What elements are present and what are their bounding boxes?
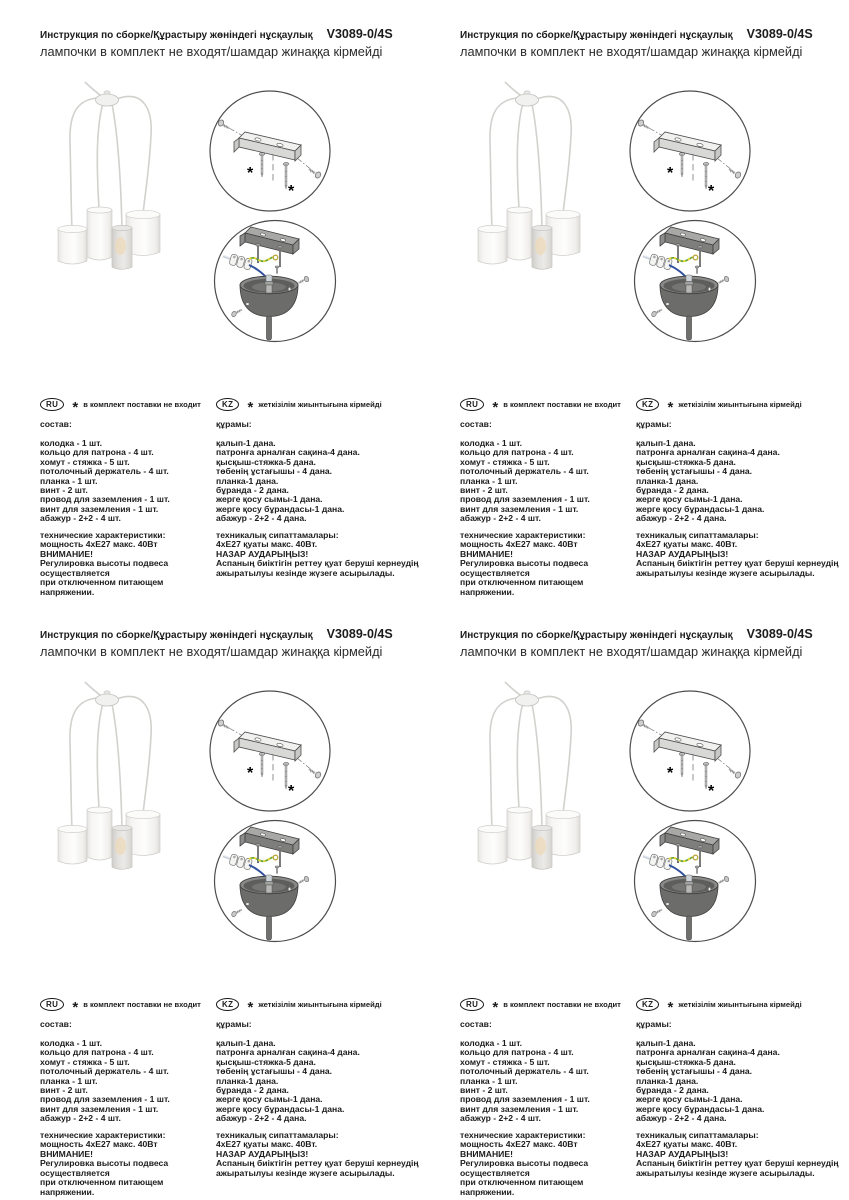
part-item: қысқыш-стяжка-5 дана. (216, 456, 316, 467)
bulbs-not-included-note: лампочки в комплект не входят/шамдар жинаққа кірмейді (460, 44, 803, 59)
canopy-wiring-detail-illustration (633, 219, 757, 343)
parts-list-title-kz: құрамы: (636, 419, 672, 429)
model-number: V3089-0/4S (326, 27, 393, 41)
kz-lang-row (216, 397, 426, 416)
panel-header (40, 627, 428, 659)
asterisk-icon: * (247, 998, 254, 1016)
not-included-note-kz: жеткізілім жиынтығына кірмейді (678, 400, 802, 409)
ru-lang-row (460, 397, 634, 416)
part-item: провод для заземления - 1 шт. (40, 1094, 170, 1105)
part-item: кольцо для патрона - 4 шт. (460, 1047, 574, 1058)
lamp-shade-left (58, 225, 87, 264)
not-included-note-ru: в комплект поставки не входит (83, 1000, 201, 1009)
canopy-wiring-detail-illustration (213, 219, 337, 343)
part-item: абажур - 2+2 - 4 шт. (460, 1113, 541, 1124)
part-item: бұранда - 2 дана. (216, 1085, 289, 1096)
warning-title-kz: НАЗАР АУДАРЫҢЫЗ! (636, 548, 729, 559)
part-item: төбенің ұстағышы - 4 дана. (216, 466, 333, 477)
part-item: планка - 1 шт. (40, 475, 98, 486)
part-item: жерге қосу сымы-1 дана. (216, 494, 323, 505)
part-item: жерге қосу сымы-1 дана. (636, 494, 743, 505)
part-item: жерге қосу бұрандасы-1 дана. (636, 503, 765, 514)
kz-section (216, 397, 426, 578)
lamp-shade-left (478, 225, 507, 264)
parts-list-kz (216, 439, 426, 524)
tech-title-kz: техникалық сипаттамалары: (636, 1129, 759, 1140)
part-item: абажур - 2+2 - 4 шт. (460, 513, 541, 524)
mounting-bracket-detail-illustration (209, 90, 331, 212)
panel-header (40, 27, 428, 59)
tech-title-ru: технические характеристики: (460, 529, 586, 540)
ru-lang-row (460, 997, 634, 1016)
asterisk-icon: * (667, 998, 674, 1016)
asterisk-icon: * (247, 398, 254, 416)
part-item: провод для заземления - 1 шт. (40, 494, 170, 505)
part-item: винт - 2 шт. (40, 1085, 88, 1096)
asterisk-icon: * (72, 398, 79, 416)
asterisk-icon: * (492, 398, 499, 416)
parts-list-kz (636, 439, 846, 524)
bulbs-not-included-note: лампочки в комплект не входят/шамдар жинаққа кірмейді (460, 644, 803, 659)
part-item: потолочный держатель - 4 шт. (40, 466, 169, 477)
center-hub-connector (685, 875, 693, 893)
parts-list-title-ru: состав: (40, 419, 72, 429)
tech-title-kz: техникалық сипаттамалары: (216, 1129, 339, 1140)
part-item: абажур - 2+2 - 4 шт. (40, 1113, 121, 1124)
warning-line-ru: при отключенном питающем напряжении. (40, 577, 164, 597)
asterisk-icon: * (708, 783, 715, 800)
pendant-lamp-illustration (465, 80, 655, 335)
warning-line-ru: при отключенном питающем напряжении. (40, 1177, 164, 1197)
parts-list-title-kz: құрамы: (636, 1019, 672, 1029)
warning-line-ru: при отключенном питающем напряжении. (460, 1177, 584, 1197)
asterisk-icon: * (708, 183, 715, 200)
part-item: қысқыш-стяжка-5 дана. (636, 1056, 736, 1067)
title-row (40, 27, 428, 41)
asterisk-icon: * (288, 183, 295, 200)
part-item: бұранда - 2 дана. (636, 485, 709, 496)
asterisk-icon: * (667, 398, 674, 416)
warning-title-ru: ВНИМАНИЕ! (460, 1148, 513, 1159)
warning-line-ru: при отключенном питающем напряжении. (460, 577, 584, 597)
lamp-shade-back-left (87, 207, 112, 260)
warning-line-ru: Регулировка высоты подвеса осуществляется (40, 558, 169, 578)
part-item: жерге қосу сымы-1 дана. (636, 1094, 743, 1105)
part-item: колодка - 1 шт. (40, 1038, 103, 1048)
warning-line-kz: Аспаның биіктігін реттеу қуат беруші кернеудің (216, 558, 419, 569)
warning-title-ru: ВНИМАНИЕ! (460, 548, 513, 559)
pendant-lamp-illustration (45, 80, 235, 335)
part-item: патронға арналған сақина-4 дана. (216, 1047, 360, 1058)
tech-title-ru: технические характеристики: (40, 529, 166, 540)
part-item: қалып-1 дана. (636, 438, 696, 448)
lamp-shade-left (478, 825, 507, 864)
canopy-wiring-detail-illustration (213, 819, 337, 943)
tech-specs-ru (40, 1131, 214, 1198)
instruction-panel-2 (450, 25, 849, 597)
instruction-panel-3 (30, 625, 430, 1197)
parts-list-title-ru: состав: (460, 419, 492, 429)
not-included-note-ru: в комплект поставки не входит (503, 1000, 621, 1009)
warning-line-ru: Регулировка высоты подвеса осуществляется (460, 558, 589, 578)
asterisk-icon: * (492, 998, 499, 1016)
warning-title-ru: ВНИМАНИЕ! (40, 548, 93, 559)
canopy-wiring-detail-illustration (633, 819, 757, 943)
ru-section (460, 397, 634, 597)
not-included-note-kz: жеткізілім жиынтығына кірмейді (258, 400, 382, 409)
warning-line-ru: Регулировка высоты подвеса осуществляется (40, 1158, 169, 1178)
tech-title-ru: технические характеристики: (40, 1129, 166, 1140)
assembly-instruction-title: Инструкция по сборке/Құрастыру жөніндегі нұсқаулық (460, 630, 733, 641)
lamp-shade-front-lit (532, 825, 552, 869)
bulbs-not-included-note: лампочки в комплект не входят/шамдар жинаққа кірмейді (40, 644, 383, 659)
ru-section (460, 997, 634, 1197)
lamp-shade-back-left (507, 207, 532, 260)
tech-title-kz: техникалық сипаттамалары: (216, 529, 339, 540)
ru-language-badge: RU (40, 398, 64, 411)
part-item: бұранда - 2 дана. (636, 1085, 709, 1096)
kz-section (636, 997, 846, 1178)
parts-list-title-ru: состав: (40, 1019, 72, 1029)
part-item: бұранда - 2 дана. (216, 485, 289, 496)
center-hub-connector (265, 875, 273, 893)
part-item: планка - 1 шт. (40, 1075, 98, 1086)
parts-list-ru (40, 439, 214, 524)
tech-power-kz: 4хЕ27 қуаты макс. 40Вт. (636, 1139, 738, 1150)
warning-title-kz: НАЗАР АУДАРЫҢЫЗ! (636, 1148, 729, 1159)
parts-list-title-ru: состав: (460, 1019, 492, 1029)
warning-line-kz: ажыратылуы кезінде жүзеге асырылады. (636, 567, 815, 578)
tech-power-kz: 4хЕ27 қуаты макс. 40Вт. (636, 539, 738, 550)
tech-specs-kz (636, 1131, 846, 1179)
part-item: жерге қосу бұрандасы-1 дана. (216, 503, 345, 514)
tech-power-kz: 4хЕ27 қуаты макс. 40Вт. (216, 539, 318, 550)
ru-language-badge: RU (460, 998, 484, 1011)
model-number: V3089-0/4S (746, 27, 813, 41)
kz-lang-row (216, 997, 426, 1016)
pendant-lamp-illustration (465, 680, 655, 935)
lamp-shade-front-lit (112, 825, 132, 869)
warning-line-kz: ажыратылуы кезінде жүзеге асырылады. (216, 1167, 395, 1178)
mounting-bracket-detail-illustration (209, 690, 331, 812)
part-item: патронға арналған сақина-4 дана. (636, 1047, 780, 1058)
part-item: кольцо для патрона - 4 шт. (40, 447, 154, 458)
tech-specs-kz (216, 1131, 426, 1179)
asterisk-icon: * (288, 783, 295, 800)
kz-language-badge: KZ (636, 998, 659, 1011)
asterisk-icon: * (667, 165, 674, 182)
panel-header (460, 627, 848, 659)
model-number: V3089-0/4S (326, 627, 393, 641)
model-number: V3089-0/4S (746, 627, 813, 641)
ru-section (40, 397, 214, 597)
part-item: планка-1 дана. (216, 1075, 279, 1086)
warning-line-kz: Аспаның биіктігін реттеу қуат беруші кернеудің (636, 1158, 839, 1169)
part-item: колодка - 1 шт. (460, 1038, 523, 1048)
ru-language-badge: RU (40, 998, 64, 1011)
kz-language-badge: KZ (636, 398, 659, 411)
mounting-bracket-detail-illustration (629, 690, 751, 812)
tech-specs-kz (636, 531, 846, 579)
part-item: провод для заземления - 1 шт. (460, 1094, 590, 1105)
lamp-shade-back-left (507, 807, 532, 860)
tech-title-kz: техникалық сипаттамалары: (636, 529, 759, 540)
part-item: қалып-1 дана. (216, 438, 276, 448)
asterisk-icon: * (247, 165, 254, 182)
part-item: патронға арналған сақина-4 дана. (216, 447, 360, 458)
lamp-shade-front-lit (112, 225, 132, 269)
part-item: жерге қосу сымы-1 дана. (216, 1094, 323, 1105)
part-item: планка-1 дана. (636, 475, 699, 486)
warning-line-kz: Аспаның биіктігін реттеу қуат беруші кернеудің (636, 558, 839, 569)
part-item: төбенің ұстағышы - 4 дана. (636, 1066, 753, 1077)
asterisk-icon: * (667, 765, 674, 782)
part-item: қысқыш-стяжка-5 дана. (636, 456, 736, 467)
assembly-instruction-title: Инструкция по сборке/Құрастыру жөніндегі нұсқаулық (460, 30, 733, 41)
parts-list-kz (636, 1039, 846, 1124)
part-item: колодка - 1 шт. (40, 438, 103, 448)
part-item: винт - 2 шт. (460, 485, 508, 496)
part-item: планка - 1 шт. (460, 1075, 518, 1086)
part-item: қалып-1 дана. (216, 1038, 276, 1048)
kz-language-badge: KZ (216, 998, 239, 1011)
parts-list-kz (216, 1039, 426, 1124)
part-item: планка-1 дана. (636, 1075, 699, 1086)
instruction-panel-4 (450, 625, 849, 1197)
not-included-note-ru: в комплект поставки не входит (83, 400, 201, 409)
tech-power-ru: мощность 4хЕ27 макс. 40Вт (460, 539, 578, 550)
warning-line-ru: Регулировка высоты подвеса осуществляется (460, 1158, 589, 1178)
part-item: қысқыш-стяжка-5 дана. (216, 1056, 316, 1067)
asterisk-icon: * (72, 998, 79, 1016)
title-row (460, 27, 848, 41)
warning-title-ru: ВНИМАНИЕ! (40, 1148, 93, 1159)
part-item: хомут - стяжка - 5 шт. (460, 1056, 550, 1067)
part-item: абажур - 2+2 - 4 дана. (636, 513, 727, 524)
part-item: провод для заземления - 1 шт. (460, 494, 590, 505)
warning-line-kz: ажыратылуы кезінде жүзеге асырылады. (216, 567, 395, 578)
part-item: төбенің ұстағышы - 4 дана. (636, 466, 753, 477)
instruction-panel-1 (30, 25, 430, 597)
tech-title-ru: технические характеристики: (460, 1129, 586, 1140)
part-item: абажур - 2+2 - 4 шт. (40, 513, 121, 524)
bulbs-not-included-note: лампочки в комплект не входят/шамдар жинаққа кірмейді (40, 44, 383, 59)
kz-language-badge: KZ (216, 398, 239, 411)
part-item: потолочный держатель - 4 шт. (40, 1066, 169, 1077)
parts-list-ru (460, 439, 634, 524)
not-included-note-ru: в комплект поставки не входит (503, 400, 621, 409)
assembly-instruction-title: Инструкция по сборке/Құрастыру жөніндегі нұсқаулық (40, 630, 313, 641)
part-item: кольцо для патрона - 4 шт. (460, 447, 574, 458)
part-item: абажур - 2+2 - 4 дана. (636, 1113, 727, 1124)
mounting-bracket-detail-illustration (629, 90, 751, 212)
assembly-instruction-title: Инструкция по сборке/Құрастыру жөніндегі нұсқаулық (40, 30, 313, 41)
part-item: хомут - стяжка - 5 шт. (40, 456, 130, 467)
part-item: жерге қосу бұрандасы-1 дана. (636, 1103, 765, 1114)
part-item: винт для заземления - 1 шт. (40, 503, 159, 514)
tech-specs-ru (460, 531, 634, 598)
lamp-shade-front-lit (532, 225, 552, 269)
parts-list-ru (40, 1039, 214, 1124)
part-item: винт - 2 шт. (460, 1085, 508, 1096)
title-row (460, 627, 848, 641)
part-item: хомут - стяжка - 5 шт. (460, 456, 550, 467)
part-item: винт для заземления - 1 шт. (460, 1103, 579, 1114)
ru-language-badge: RU (460, 398, 484, 411)
parts-list-ru (460, 1039, 634, 1124)
kz-section (636, 397, 846, 578)
part-item: планка - 1 шт. (460, 475, 518, 486)
tech-power-ru: мощность 4хЕ27 макс. 40Вт (460, 1139, 578, 1150)
part-item: потолочный держатель - 4 шт. (460, 1066, 589, 1077)
part-item: планка-1 дана. (216, 475, 279, 486)
panel-header (460, 27, 848, 59)
tech-specs-ru (460, 1131, 634, 1198)
tech-specs-ru (40, 531, 214, 598)
part-item: кольцо для патрона - 4 шт. (40, 1047, 154, 1058)
part-item: жерге қосу бұрандасы-1 дана. (216, 1103, 345, 1114)
part-item: колодка - 1 шт. (460, 438, 523, 448)
tech-power-kz: 4хЕ27 қуаты макс. 40Вт. (216, 1139, 318, 1150)
parts-list-title-kz: құрамы: (216, 419, 252, 429)
part-item: винт для заземления - 1 шт. (460, 503, 579, 514)
pendant-lamp-illustration (45, 680, 235, 935)
part-item: қалып-1 дана. (636, 1038, 696, 1048)
center-hub-connector (265, 275, 273, 293)
part-item: абажур - 2+2 - 4 дана. (216, 513, 307, 524)
part-item: абажур - 2+2 - 4 дана. (216, 1113, 307, 1124)
part-item: винт для заземления - 1 шт. (40, 1103, 159, 1114)
part-item: төбенің ұстағышы - 4 дана. (216, 1066, 333, 1077)
ru-lang-row (40, 397, 214, 416)
kz-lang-row (636, 997, 846, 1016)
part-item: патронға арналған сақина-4 дана. (636, 447, 780, 458)
lamp-shade-left (58, 825, 87, 864)
not-included-note-kz: жеткізілім жиынтығына кірмейді (678, 1000, 802, 1009)
kz-lang-row (636, 397, 846, 416)
ru-lang-row (40, 997, 214, 1016)
title-row (40, 627, 428, 641)
lamp-shade-back-left (87, 807, 112, 860)
warning-title-kz: НАЗАР АУДАРЫҢЫЗ! (216, 548, 309, 559)
part-item: хомут - стяжка - 5 шт. (40, 1056, 130, 1067)
ru-section (40, 997, 214, 1197)
tech-power-ru: мощность 4хЕ27 макс. 40Вт (40, 539, 158, 550)
asterisk-icon: * (247, 765, 254, 782)
tech-power-ru: мощность 4хЕ27 макс. 40Вт (40, 1139, 158, 1150)
kz-section (216, 997, 426, 1178)
center-hub-connector (685, 275, 693, 293)
part-item: винт - 2 шт. (40, 485, 88, 496)
part-item: потолочный держатель - 4 шт. (460, 466, 589, 477)
warning-title-kz: НАЗАР АУДАРЫҢЫЗ! (216, 1148, 309, 1159)
warning-line-kz: Аспаның биіктігін реттеу қуат беруші кернеудің (216, 1158, 419, 1169)
not-included-note-kz: жеткізілім жиынтығына кірмейді (258, 1000, 382, 1009)
tech-specs-kz (216, 531, 426, 579)
parts-list-title-kz: құрамы: (216, 1019, 252, 1029)
warning-line-kz: ажыратылуы кезінде жүзеге асырылады. (636, 1167, 815, 1178)
